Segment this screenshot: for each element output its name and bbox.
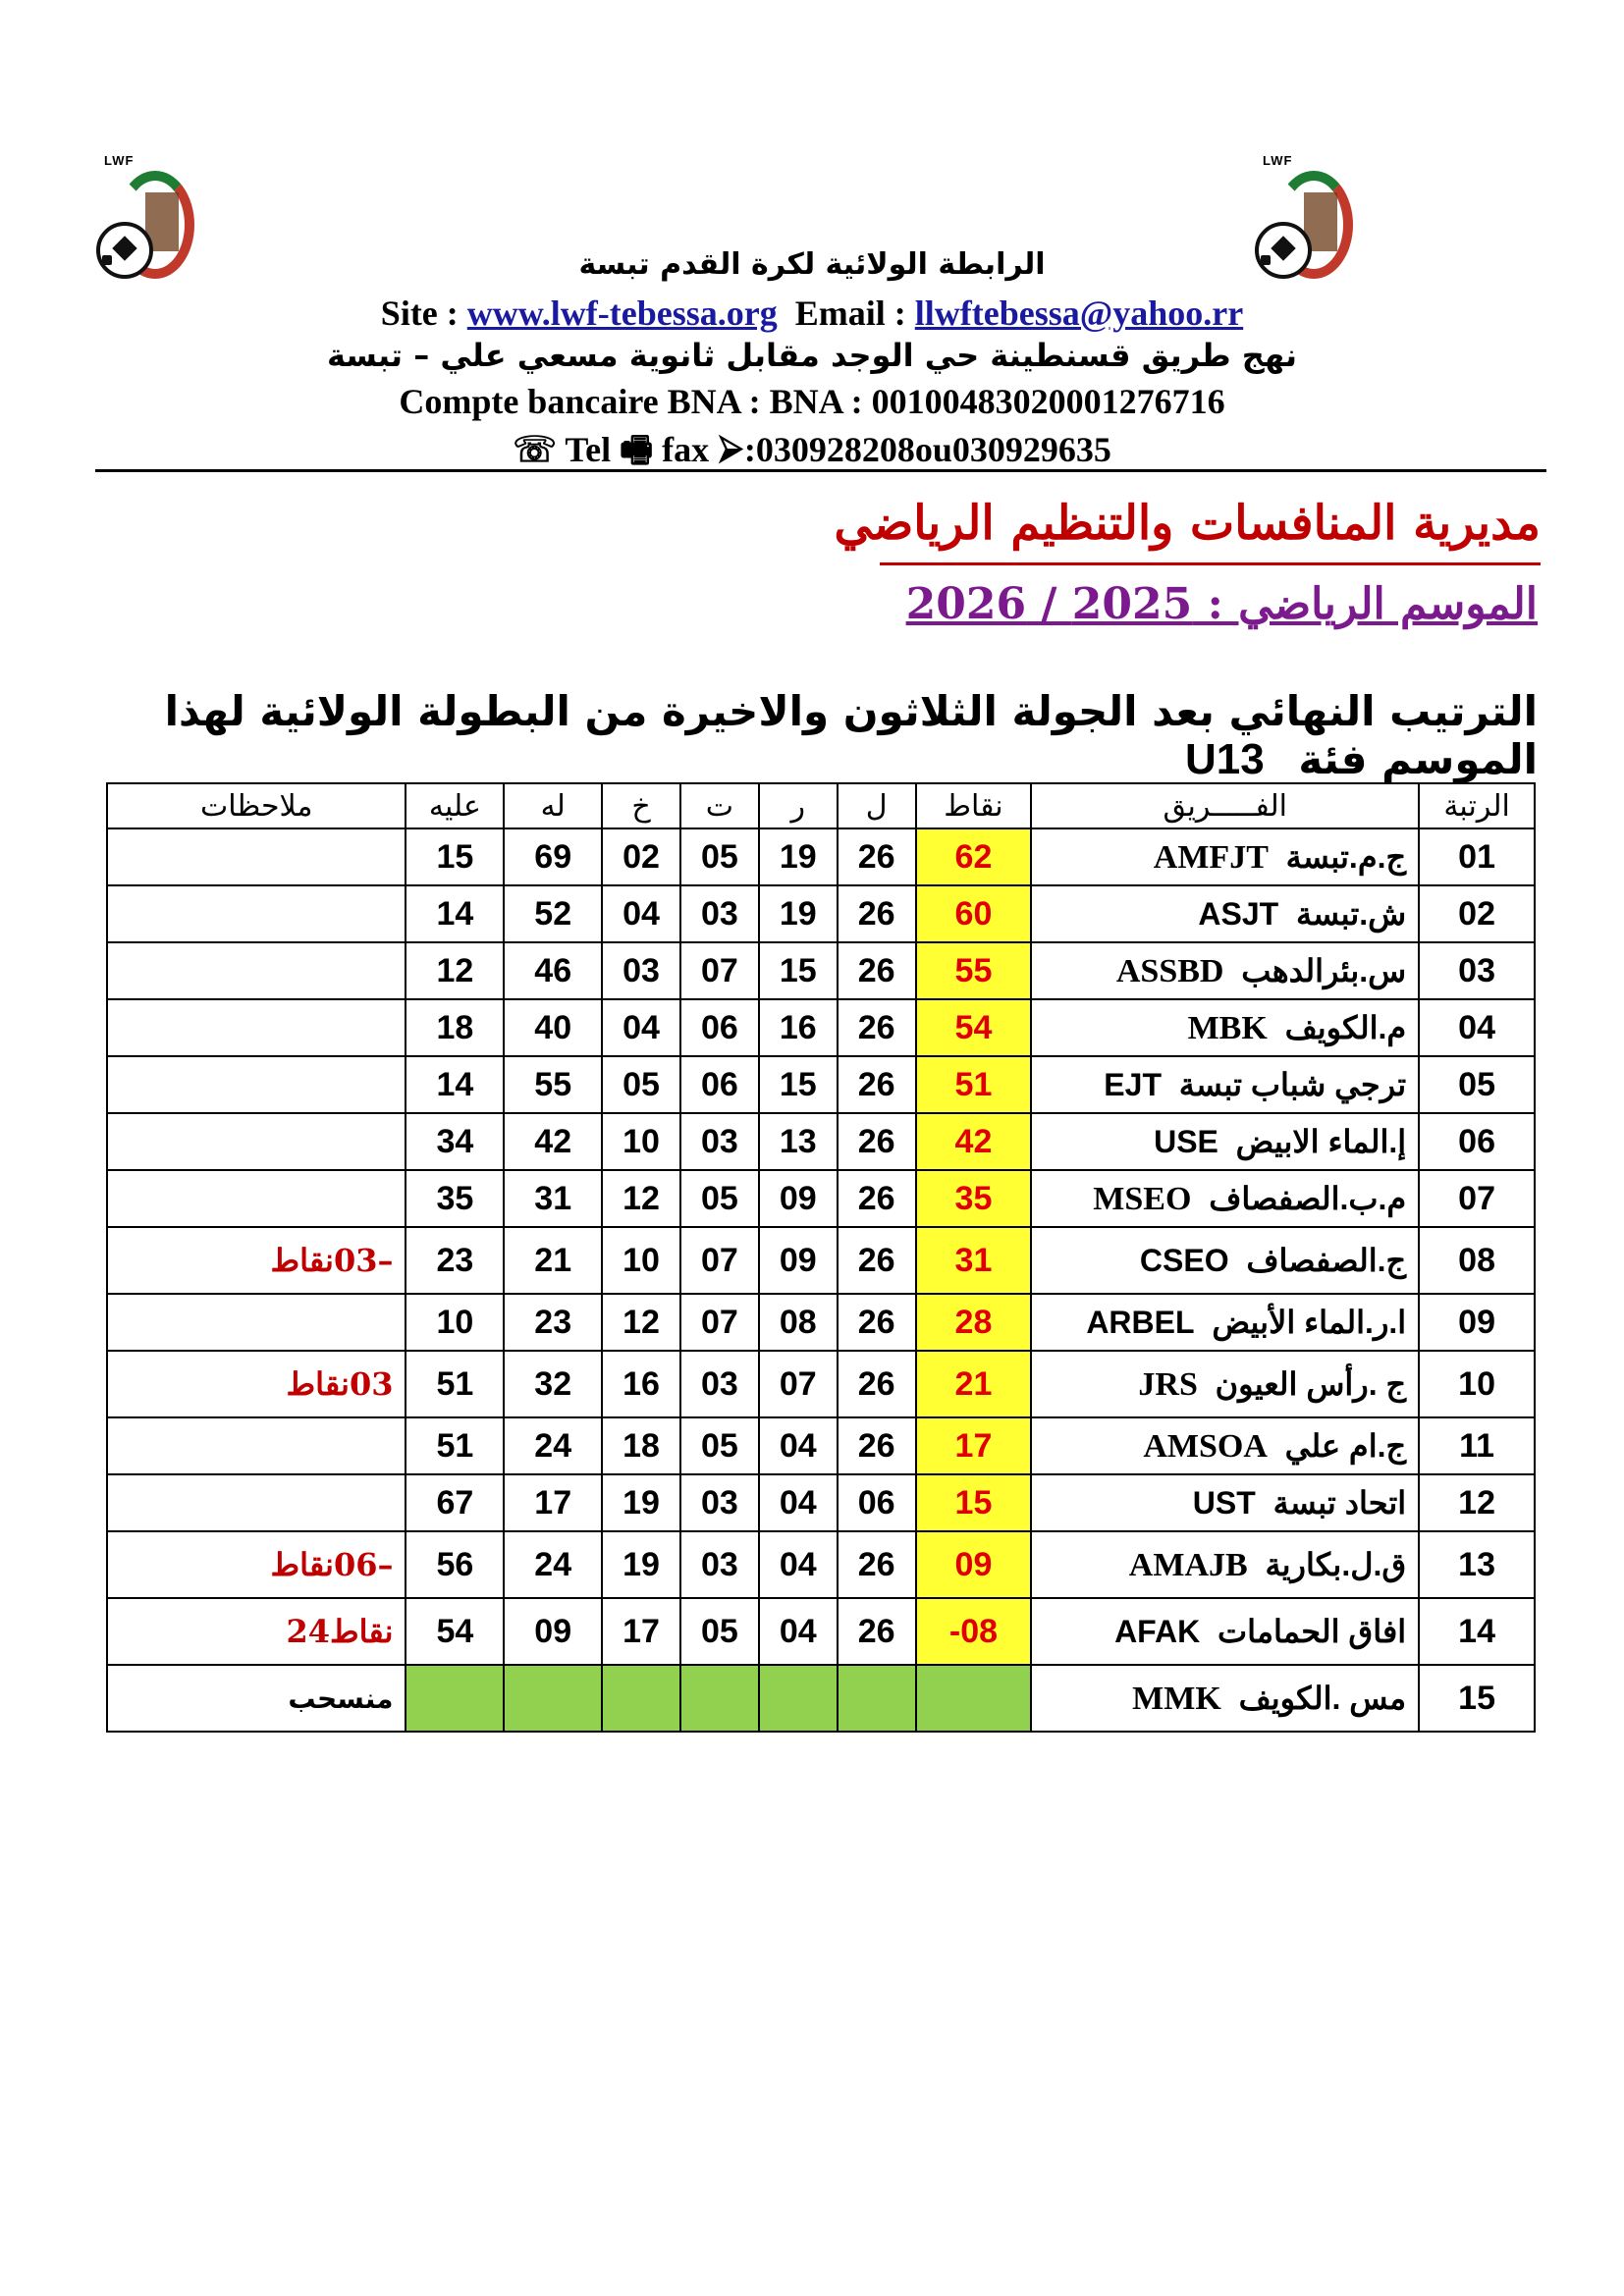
team-code: AMFJT [1153,838,1269,876]
team-name-arabic: س.بئرالدهب [1241,952,1407,988]
goals-against-cell: 15 [406,828,504,885]
points-cell: 51 [916,1056,1032,1113]
drawn-cell: 03 [680,1531,759,1598]
notes-cell [107,999,406,1056]
table-row [107,1227,1535,1294]
goals-for-cell: 32 [504,1351,602,1417]
team-name-arabic: ا.ر.الماء الأبيض [1212,1305,1407,1340]
goals-for-cell: 42 [504,1113,602,1170]
table-row [107,1417,1535,1474]
won-cell: 04 [759,1474,838,1531]
team-cell [1031,1474,1419,1531]
col-points: نقاط [916,783,1032,828]
table-row [107,828,1535,885]
drawn-cell: 05 [680,828,759,885]
site-label: Site : [380,294,467,333]
drawn-cell: 07 [680,942,759,999]
notes-cell [107,1417,406,1474]
won-cell: 16 [759,999,838,1056]
col-rank: الرتبة [1419,783,1535,828]
goals-for-cell: 40 [504,999,602,1056]
team-code: JRS [1138,1365,1198,1403]
won-cell: 13 [759,1113,838,1170]
league-name: الرابطة الولائية لكرة القدم تبسة [578,247,1046,282]
col-won: ر [759,783,838,828]
rank-cell: 12 [1419,1474,1535,1531]
lost-cell: 17 [602,1598,680,1665]
goals-against-cell: 51 [406,1417,504,1474]
rank-cell: 05 [1419,1056,1535,1113]
team-code: ASJT [1198,896,1279,932]
standings-title [0,687,1538,784]
notes-cell [107,1113,406,1170]
team-code: AMAJB [1128,1546,1248,1583]
title-text: الترتيب النهائي بعد الجولة الثلاثون والاخيرة من البطولة الولائية لهذا الموسم فئة [164,687,1538,783]
team-cell [1031,942,1419,999]
team-code: MMK [1132,1680,1221,1717]
played-cell: 26 [838,1056,916,1113]
played-cell: 26 [838,1351,916,1417]
team-name-arabic: مس .الكويف [1238,1680,1407,1716]
played-cell: 26 [838,1294,916,1351]
goals-against-cell: 54 [406,1598,504,1665]
played-cell [838,1665,916,1732]
points-cell: 35 [916,1170,1032,1227]
won-cell: 15 [759,1056,838,1113]
category-label: U13 [1185,735,1265,783]
team-code: ARBEL [1086,1305,1195,1340]
drawn-cell: 03 [680,1351,759,1417]
drawn-cell [680,1665,759,1732]
team-cell [1031,1056,1419,1113]
lost-cell: 16 [602,1351,680,1417]
goals-against-cell: 51 [406,1351,504,1417]
team-cell [1031,1665,1419,1732]
team-name-arabic: اتحاد تبسة [1272,1485,1407,1521]
team-cell [1031,1417,1419,1474]
lost-cell [602,1665,680,1732]
col-played: ل [838,783,916,828]
table-row [107,1170,1535,1227]
goals-for-cell: 24 [504,1531,602,1598]
played-cell: 06 [838,1474,916,1531]
points-cell [916,1665,1032,1732]
team-name-arabic: ق.ل.بكارية [1265,1546,1407,1582]
points-cell: 60 [916,885,1032,942]
table-row [107,1351,1535,1417]
won-cell: 09 [759,1170,838,1227]
team-name-arabic: ج .رأس العيون [1215,1365,1407,1402]
team-name-arabic: ج.م.تبسة [1285,838,1407,875]
team-cell [1031,885,1419,942]
table-row [107,1056,1535,1113]
played-cell: 26 [838,942,916,999]
drawn-cell: 03 [680,885,759,942]
goals-for-cell: 31 [504,1170,602,1227]
team-name-arabic: م.الكويف [1284,1009,1407,1045]
drawn-cell: 03 [680,1474,759,1531]
points-cell: 55 [916,942,1032,999]
notes-cell [107,885,406,942]
lost-cell: 10 [602,1113,680,1170]
played-cell: 26 [838,999,916,1056]
contact-line [0,293,1624,334]
team-cell [1031,1598,1419,1665]
notes-cell: –06نقاط [107,1531,406,1598]
team-name-arabic: ج.الصفصاف [1246,1243,1407,1278]
won-cell: 19 [759,885,838,942]
goals-for-cell: 46 [504,942,602,999]
team-name-arabic: ترجي شباب تبسة [1178,1067,1407,1102]
table-row [107,885,1535,942]
goals-for-cell: 21 [504,1227,602,1294]
team-cell [1031,1294,1419,1351]
won-cell: 07 [759,1351,838,1417]
rank-cell: 07 [1419,1170,1535,1227]
notes-cell [107,942,406,999]
points-cell: 17 [916,1417,1032,1474]
lost-cell: 18 [602,1417,680,1474]
standings-table [106,782,1536,1733]
won-cell: 09 [759,1227,838,1294]
goals-for-cell: 17 [504,1474,602,1531]
notes-cell: منسحب [107,1665,406,1732]
team-name-arabic: إ.الماء الابيض [1235,1124,1407,1159]
col-drawn: ت [680,783,759,828]
team-code: CSEO [1139,1243,1229,1278]
notes-cell [107,1056,406,1113]
team-cell [1031,1170,1419,1227]
team-code: UST [1192,1485,1256,1521]
won-cell: 08 [759,1294,838,1351]
lost-cell: 12 [602,1294,680,1351]
rank-cell: 08 [1419,1227,1535,1294]
played-cell: 26 [838,1113,916,1170]
rank-cell: 13 [1419,1531,1535,1598]
drawn-cell: 06 [680,999,759,1056]
rank-cell: 02 [1419,885,1535,942]
notes-cell [107,1170,406,1227]
rank-cell: 09 [1419,1294,1535,1351]
goals-for-cell: 24 [504,1417,602,1474]
team-name-arabic: ش.تبسة [1295,896,1407,932]
points-cell: 42 [916,1113,1032,1170]
goals-against-cell: 10 [406,1294,504,1351]
lost-cell: 10 [602,1227,680,1294]
table-header-row [107,783,1535,828]
address: نهج طريق قسنطينة حي الوجد مقابل ثانوية مسعي علي – تبسة [327,337,1297,374]
col-goals-for: له [504,783,602,828]
notes-cell [107,1294,406,1351]
played-cell: 26 [838,1227,916,1294]
directorate-underline [880,562,1541,565]
played-cell: 26 [838,1598,916,1665]
table-row [107,942,1535,999]
drawn-cell: 05 [680,1598,759,1665]
logo-text: LWF [1263,153,1293,168]
email-label: Email : [794,294,915,333]
header-divider [95,469,1546,472]
goals-against-cell: 14 [406,1056,504,1113]
table-row [107,1531,1535,1598]
team-code: EJT [1104,1067,1162,1102]
goals-against-cell: 67 [406,1474,504,1531]
points-cell: 21 [916,1351,1032,1417]
notes-cell: 03نقاط [107,1351,406,1417]
goals-for-cell: 09 [504,1598,602,1665]
col-team: الفـــــريق [1031,783,1419,828]
table-row [107,1474,1535,1531]
team-name-arabic: م.ب.الصفصاف [1209,1180,1407,1216]
notes-cell [107,1474,406,1531]
table-row [107,1665,1535,1732]
col-lost: خ [602,783,680,828]
played-cell: 26 [838,1531,916,1598]
drawn-cell: 06 [680,1056,759,1113]
drawn-cell: 05 [680,1170,759,1227]
lost-cell: 02 [602,828,680,885]
goals-for-cell [504,1665,602,1732]
team-cell [1031,1351,1419,1417]
points-cell: 08- [916,1598,1032,1665]
goals-for-cell: 52 [504,885,602,942]
points-cell: 62 [916,828,1032,885]
goals-against-cell: 56 [406,1531,504,1598]
played-cell: 26 [838,1170,916,1227]
team-cell [1031,1531,1419,1598]
points-cell: 54 [916,999,1032,1056]
directorate-title: مديرية المنافسات والتنظيم الرياضي [834,496,1541,551]
team-code: MBK [1187,1009,1268,1046]
drawn-cell: 07 [680,1294,759,1351]
lost-cell: 04 [602,885,680,942]
team-name-arabic: ج.ام علي [1284,1427,1407,1464]
notes-cell [107,828,406,885]
drawn-cell: 05 [680,1417,759,1474]
table-row [107,1294,1535,1351]
notes-cell: نقاط24 [107,1598,406,1665]
lost-cell: 12 [602,1170,680,1227]
drawn-cell: 07 [680,1227,759,1294]
team-cell [1031,1113,1419,1170]
points-cell: 28 [916,1294,1032,1351]
email-link[interactable]: llwftebessa@yahoo.rr [914,294,1244,333]
won-cell: 15 [759,942,838,999]
goals-for-cell: 23 [504,1294,602,1351]
goals-against-cell: 34 [406,1113,504,1170]
notes-cell: –03نقاط [107,1227,406,1294]
goals-for-cell: 69 [504,828,602,885]
table-row [107,1113,1535,1170]
logo-text: LWF [104,153,135,168]
goals-against-cell: 18 [406,999,504,1056]
points-cell: 31 [916,1227,1032,1294]
lost-cell: 03 [602,942,680,999]
team-cell [1031,1227,1419,1294]
won-cell [759,1665,838,1732]
rank-cell: 06 [1419,1113,1535,1170]
team-code: ASSBD [1115,952,1224,989]
won-cell: 04 [759,1417,838,1474]
team-name-arabic: افاق الحمامات [1217,1614,1407,1649]
goals-against-cell: 12 [406,942,504,999]
rank-cell: 14 [1419,1598,1535,1665]
drawn-cell: 03 [680,1113,759,1170]
rank-cell: 03 [1419,942,1535,999]
season-label: الموسم الرياضي : 2025 / 2026 [905,579,1538,629]
table-row [107,999,1535,1056]
played-cell: 26 [838,828,916,885]
won-cell: 04 [759,1598,838,1665]
points-cell: 09 [916,1531,1032,1598]
goals-against-cell: 23 [406,1227,504,1294]
won-cell: 19 [759,828,838,885]
table-row [107,1598,1535,1665]
col-notes: ملاحظات [107,783,406,828]
goals-against-cell: 14 [406,885,504,942]
team-code: AMSOA [1143,1427,1268,1465]
played-cell: 26 [838,885,916,942]
won-cell: 04 [759,1531,838,1598]
lost-cell: 19 [602,1474,680,1531]
site-link[interactable]: www.lwf-tebessa.org [466,294,778,333]
goals-against-cell [406,1665,504,1732]
lost-cell: 19 [602,1531,680,1598]
rank-cell: 04 [1419,999,1535,1056]
team-code: MSEO [1093,1180,1192,1217]
team-cell [1031,999,1419,1056]
rank-cell: 01 [1419,828,1535,885]
col-goals-against: عليه [406,783,504,828]
team-code: AFAK [1114,1614,1201,1649]
goals-for-cell: 55 [504,1056,602,1113]
points-cell: 15 [916,1474,1032,1531]
lost-cell: 04 [602,999,680,1056]
team-cell [1031,828,1419,885]
goals-against-cell: 35 [406,1170,504,1227]
played-cell: 26 [838,1417,916,1474]
bank-account: Compte bancaire BNA : BNA : 00100483020001276716 [399,382,1225,421]
team-code: USE [1154,1124,1218,1159]
rank-cell: 11 [1419,1417,1535,1474]
lost-cell: 05 [602,1056,680,1113]
phone-fax: ☏ Tel 🖷 fax ⮚:030928208ou030929635 [513,430,1111,469]
rank-cell: 15 [1419,1665,1535,1732]
rank-cell: 10 [1419,1351,1535,1417]
